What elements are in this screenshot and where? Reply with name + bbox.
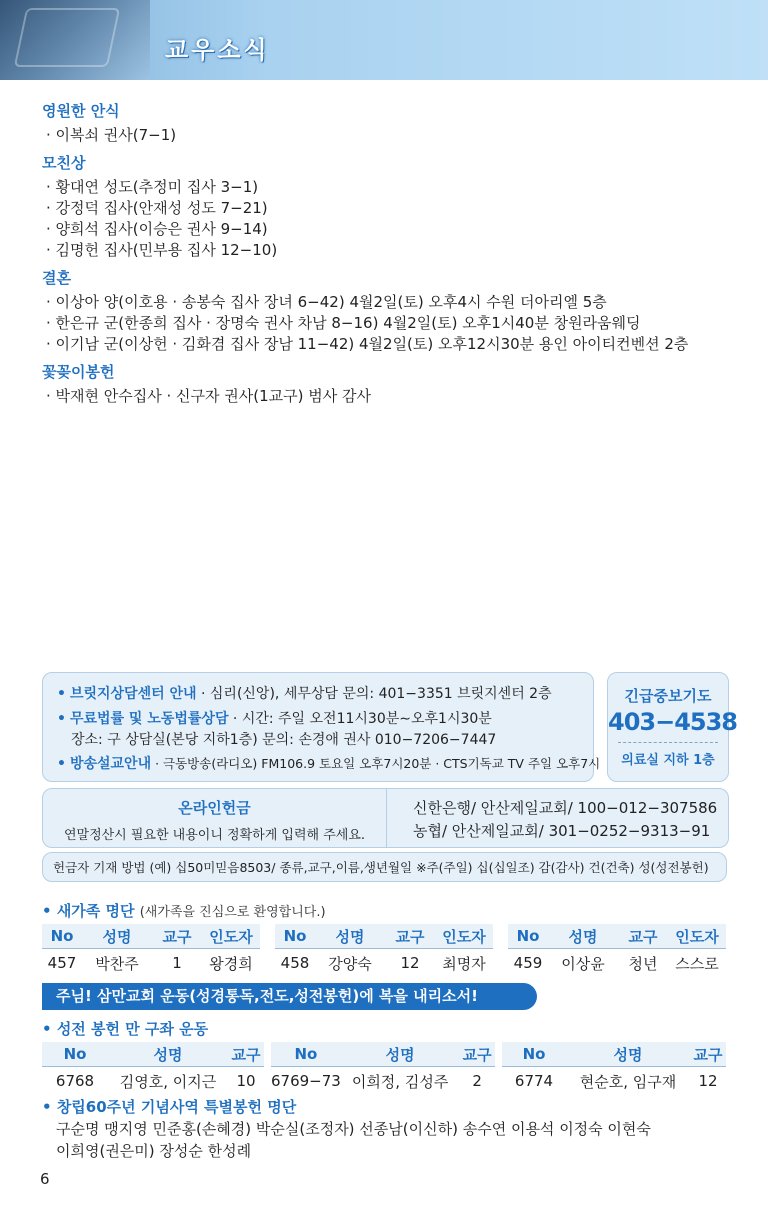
table-header: No	[502, 1042, 566, 1067]
info-text: · 극동방송(라디오) FM106.9 토요일 오후7시20분 · CTS기독교 TV 주일 오후7시	[151, 756, 601, 771]
table-header: 인도자	[668, 924, 726, 949]
list-item: · 이복쇠 권사(7−1)	[46, 126, 177, 144]
table-cell: 이상윤	[561, 954, 605, 973]
new-family-table	[42, 924, 260, 977]
section-title: 모친상	[42, 154, 86, 172]
bullet-icon: •	[42, 1020, 57, 1038]
table-header: No	[508, 924, 548, 949]
list-item: · 이상아 양(이호용 · 송봉숙 집사 장녀 6−42) 4월2일(토) 오후4시 수원 더아리엘 5층	[46, 293, 607, 311]
table-cell: 6769−73	[271, 1072, 341, 1090]
table-header-row	[271, 1042, 495, 1067]
anniversary-heading	[42, 1096, 296, 1117]
table-cell: 6774	[514, 1072, 554, 1090]
section-mother	[42, 152, 742, 261]
info-label: 방송설교안내	[69, 756, 152, 772]
section-title: 영원한 안식	[42, 102, 120, 120]
section-rest	[42, 100, 742, 146]
bullet-icon: •	[57, 711, 66, 727]
table-cell: 강양숙	[328, 954, 372, 973]
table-header-row	[42, 924, 260, 949]
section-title: 새가족 명단	[56, 902, 135, 920]
table-header: 교구	[459, 1042, 495, 1067]
table-header: 교구	[228, 1042, 264, 1067]
table-cell: 6768	[55, 1072, 95, 1090]
table-header: No	[271, 1042, 341, 1067]
info-line-broadcast	[57, 753, 600, 773]
table-header: No	[42, 1042, 108, 1067]
offering-table	[271, 1042, 495, 1095]
offering-table	[42, 1042, 264, 1095]
table-row	[502, 1067, 726, 1096]
bank-account: 신한은행/ 안산제일교회/ 100−012−307586	[413, 799, 718, 817]
online-offering-subtitle: 연말정산시 필요한 내용이니 정확하게 입력해 주세요.	[63, 828, 366, 843]
online-offering-box	[42, 788, 729, 848]
table-cell: 스스로	[675, 954, 719, 973]
table-cell: 1	[172, 954, 182, 972]
info-line-legal	[57, 708, 492, 728]
section-title: 꽃꽂이봉헌	[42, 363, 115, 381]
emergency-prayer-box	[607, 672, 738, 782]
list-item: · 김명헌 집사(민부용 집사 12−10)	[46, 241, 278, 259]
section-title: 결혼	[42, 269, 71, 287]
table-cell: 12	[400, 954, 420, 972]
list-item: · 양희석 집사(이승은 권사 9−14)	[46, 220, 268, 238]
divider	[618, 742, 718, 743]
list-item: · 황대연 성도(추정미 집사 3−1)	[46, 178, 259, 196]
table-row	[275, 949, 493, 978]
emergency-number: 403−4538	[608, 708, 738, 736]
list-item: · 이기남 군(이상헌 · 김화겸 집사 장남 11−42) 4월2일(토) 오후12시30분 용인 아이티컨벤션 2층	[46, 335, 689, 353]
section-title: 창립60주년 기념사역 특별봉헌 명단	[56, 1098, 297, 1116]
page-title: 교우소식	[165, 36, 270, 64]
news-content	[42, 98, 742, 407]
table-header: 성명	[82, 924, 152, 949]
table-cell: 현순호, 임구재	[579, 1072, 677, 1091]
table-header: 교구	[152, 924, 202, 949]
page-number: 6	[40, 1170, 50, 1188]
offering-table	[502, 1042, 726, 1095]
section-title: 성전 봉헌 만 구좌 운동	[56, 1020, 209, 1038]
table-cell: 최명자	[442, 954, 486, 973]
info-line-counseling	[57, 683, 552, 703]
info-text: · 시간: 주일 오전11시30분∼오후1시30분	[228, 711, 492, 727]
names-line: 구순명 맹지영 민준홍(손혜경) 박순실(조정자) 선종남(이신하) 송수연 이용석 이정숙 이현숙	[56, 1120, 651, 1138]
list-item: · 한은규 군(한종희 집사 · 장명숙 권사 차남 8−16) 4월2일(토) 오후1시40분 창원라움웨딩	[46, 314, 641, 332]
bullet-icon: •	[57, 756, 66, 772]
new-family-heading	[42, 900, 326, 921]
table-header: No	[275, 924, 315, 949]
table-cell: 청년	[628, 954, 658, 973]
table-header: 성명	[341, 1042, 459, 1067]
list-item: · 강정덕 집사(안재성 성도 7−21)	[46, 199, 268, 217]
table-row	[42, 1067, 264, 1096]
new-family-table	[275, 924, 493, 977]
header-illustration	[0, 0, 150, 80]
table-header-row	[508, 924, 726, 949]
table-header: 성명	[566, 1042, 690, 1067]
table-cell: 458	[280, 954, 310, 972]
table-header: 성명	[108, 1042, 228, 1067]
names-line: 이희영(권은미) 장성순 한성례	[56, 1142, 252, 1160]
table-row	[42, 949, 260, 978]
offering-method-box: 헌금자 기재 방법 (예) 십50미믿음8503/ 종류,교구,이름,생년월일 ※주(주일) 십(십일조) 감(감사) 건(건축) 성(성전봉헌)	[42, 852, 727, 882]
table-cell: 김영호, 이지근	[119, 1072, 217, 1091]
bank-account: 농협/ 안산제일교회/ 301−0252−9313−91	[413, 822, 711, 840]
table-header-row	[42, 1042, 264, 1067]
bullet-icon: •	[42, 1098, 57, 1116]
table-cell: 12	[698, 1072, 718, 1090]
offering-heading	[42, 1018, 208, 1039]
section-flowers	[42, 361, 742, 407]
info-text: · 심리(신앙), 세무상담 문의: 401−3351 브릿지센터 2층	[196, 686, 552, 702]
new-family-table	[508, 924, 726, 977]
bullet-icon: •	[42, 902, 57, 920]
slogan-banner: 주님! 삼만교회 운동(성경통독,전도,성전봉헌)에 복을 내리소서!	[42, 983, 537, 1010]
table-header: 성명	[315, 924, 385, 949]
table-cell: 457	[47, 954, 77, 972]
info-box	[42, 672, 601, 782]
header-banner	[0, 0, 768, 80]
emergency-location: 의료실 지하 1층	[621, 753, 715, 768]
table-header: 교구	[385, 924, 435, 949]
table-header: 인도자	[435, 924, 493, 949]
table-header-row	[502, 1042, 726, 1067]
table-header: 교구	[690, 1042, 726, 1067]
table-row	[508, 949, 726, 978]
info-label: 브릿지상담센터 안내	[69, 686, 197, 702]
table-header: 교구	[618, 924, 668, 949]
info-label: 무료법률 및 노동법률상담	[69, 711, 229, 727]
table-row	[271, 1067, 495, 1096]
info-line-location: 장소: 구 상담실(본당 지하1층) 문의: 손경애 권사 010−7206−7447	[71, 732, 497, 748]
table-cell: 이희정, 김성주	[351, 1072, 449, 1091]
section-subtitle: (새가족을 진심으로 환영합니다.)	[139, 905, 326, 920]
table-header-row	[275, 924, 493, 949]
list-item: · 박재현 안수집사 · 신구자 권사(1교구) 범사 감사	[46, 387, 371, 405]
table-cell: 10	[236, 1072, 256, 1090]
table-header: No	[42, 924, 82, 949]
table-cell: 459	[513, 954, 543, 972]
table-header: 성명	[548, 924, 618, 949]
table-cell: 박찬주	[95, 954, 139, 973]
table-header: 인도자	[202, 924, 260, 949]
table-cell: 2	[472, 1072, 482, 1090]
section-wedding	[42, 267, 742, 355]
emergency-title: 긴급중보기도	[624, 687, 712, 705]
bullet-icon: •	[57, 686, 66, 702]
table-cell: 왕경희	[209, 954, 253, 973]
bank-accounts	[413, 797, 717, 843]
anniversary-names	[56, 1118, 736, 1162]
online-offering-title-area	[43, 789, 387, 847]
online-offering-title: 온라인헌금	[178, 799, 251, 817]
